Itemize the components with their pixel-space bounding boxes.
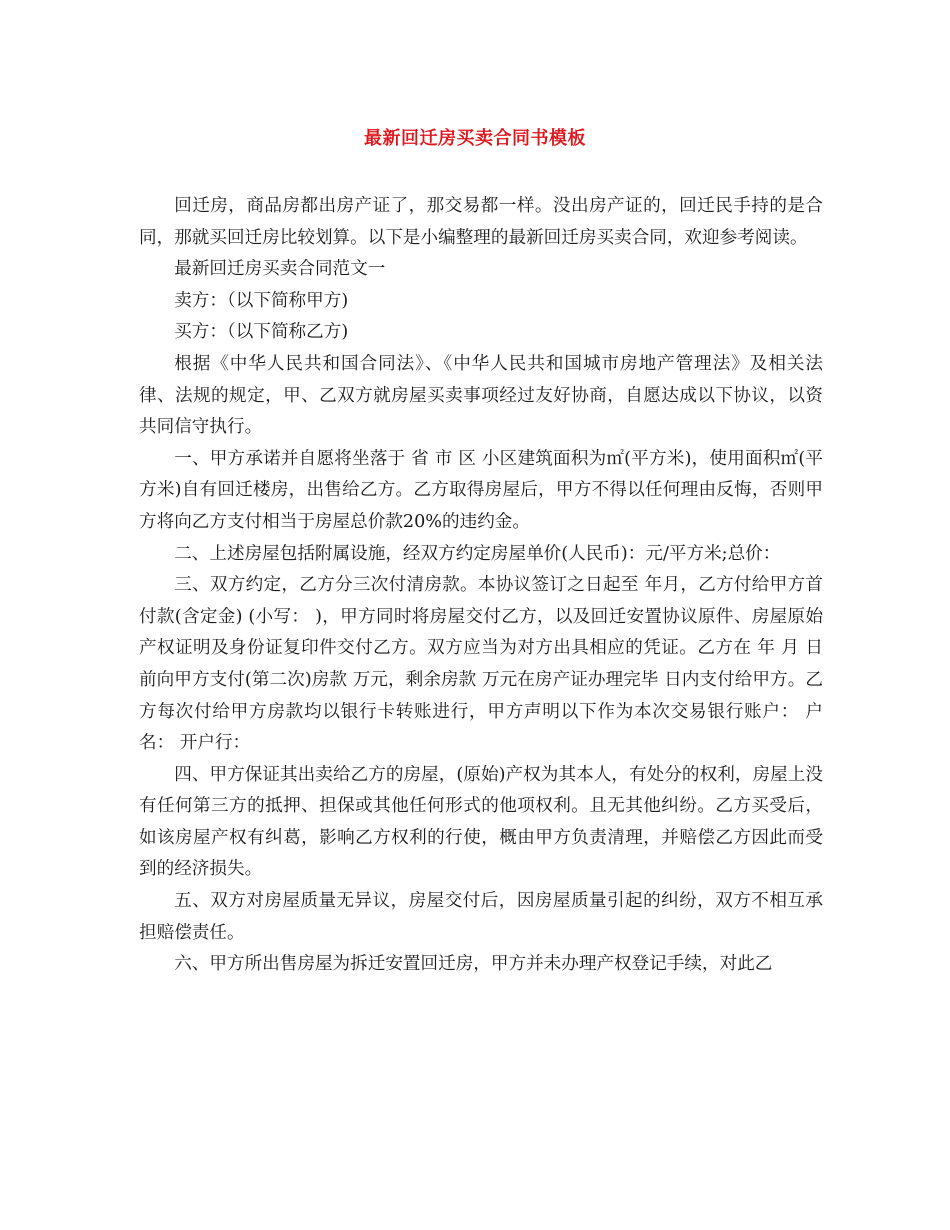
paragraph-clause-3: 三、双方约定，乙方分三次付清房款。本协议签订之日起至 年月，乙方付给甲方首付款(含定金) (小写： )，甲方同时将房屋交付乙方，以及回迁安置协议原件、房屋原始产权证明及身份证复印件交付乙方。双方应当为对方出具相应的凭证。乙方在 年 月 日前向甲方支付(第二次)房款 万元，剩余房款 万元在房产证办理完毕 日内支付给甲方。乙方每次付给甲方房款均以银行卡转账进行，甲方声明以下作为本次交易银行账户： 户名： 开户行： xyxy=(139,575,823,754)
paragraph-buyer: 买方：（以下简称乙方) xyxy=(174,322,349,343)
paragraph-clause-4: 四、甲方保证其出卖给乙方的房屋，(原始)产权为其本人，有处分的权利，房屋上没有任何第三方的抵押、担保或其他任何形式的他项权利。且无其他纠纷。乙方买受后，如该房屋产权有纠葛，影响乙方权利的行使，概由甲方负责清理，并赔偿乙方因此而受到的经济损失。 xyxy=(139,764,823,880)
paragraph-intro: 回迁房，商品房都出房产证了，那交易都一样。没出房产证的，回迁民手持的是合同，那就买回迁房比较划算。以下是小编整理的最新回迁房买卖合同，欢迎参考阅读。 xyxy=(139,196,823,248)
paragraph-section-heading: 最新回迁房买卖合同范文一 xyxy=(174,259,386,280)
paragraph-clause-1: 一、甲方承诺并自愿将坐落于 省 市 区 小区建筑面积为㎡(平方米)，使用面积㎡(平方米)自有回迁楼房，出售给乙方。乙方取得房屋后，甲方不得以任何理由反悔，否则甲方将向乙方支付相当于房屋总价款20%的违约金。 xyxy=(139,448,823,532)
document-title: 最新回迁房买卖合同书模板 xyxy=(364,128,586,149)
paragraph-seller: 卖方：（以下简称甲方) xyxy=(174,290,349,311)
paragraph-clause-2: 二、上述房屋包括附属设施，经双方约定房屋单价(人民币)：元/平方米;总价： xyxy=(174,543,781,564)
paragraph-clause-6: 六、甲方所出售房屋为拆迁安置回迁房，甲方并未办理产权登记手续，对此乙 xyxy=(174,954,773,975)
paragraph-clause-5: 五、双方对房屋质量无异议，房屋交付后，因房屋质量引起的纠纷，双方不相互承担赔偿责任。 xyxy=(139,891,823,943)
paragraph-legal-basis: 根据《中华人民共和国合同法》、《中华人民共和国城市房地产管理法》及相关法律、法规的规定，甲、乙双方就房屋买卖事项经过友好协商，自愿达成以下协议，以资共同信守执行。 xyxy=(139,353,823,438)
document-body xyxy=(139,191,823,981)
